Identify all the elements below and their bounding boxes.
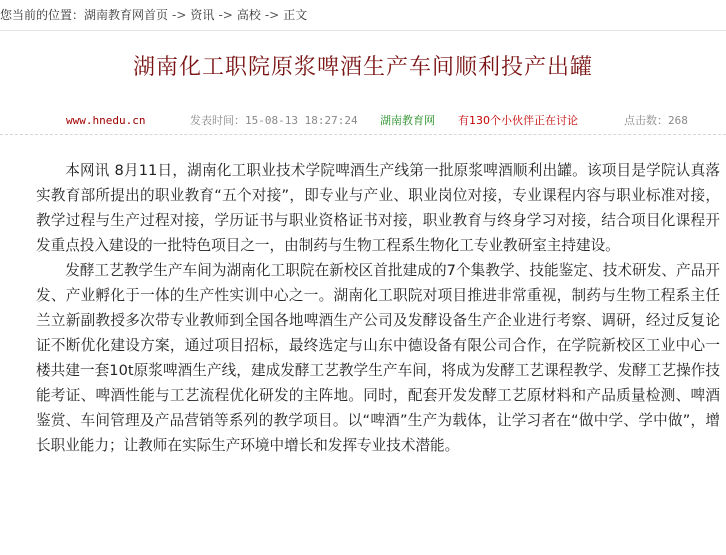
click-count — [624, 108, 688, 134]
publish-value: 15-08-13 18:27:24 — [245, 114, 358, 127]
publish-label: 发表时间： — [190, 114, 245, 127]
clicks-value: 268 — [668, 114, 688, 127]
breadcrumb-prefix: 您当前的位置： — [0, 8, 85, 22]
discussion-link[interactable]: 有130个小伙伴正在讨论 — [458, 114, 578, 127]
breadcrumb-separator: -> — [218, 8, 233, 22]
publish-time — [190, 108, 358, 134]
page-title: 湖南化工职院原浆啤酒生产车间顺利投产出罐 — [132, 55, 593, 80]
source-link[interactable]: 湖南教育网 — [380, 114, 435, 127]
breadcrumb-current: 正文 — [283, 8, 308, 22]
site-url: www.hnedu.cn — [66, 114, 146, 127]
breadcrumb — [0, 0, 726, 31]
breadcrumb-home-link[interactable]: 湖南教育网首页 — [84, 8, 169, 22]
breadcrumb-university-link[interactable]: 高校 — [236, 8, 261, 22]
article-body — [36, 158, 720, 458]
breadcrumb-separator: -> — [264, 8, 280, 22]
clicks-label: 点击数： — [624, 114, 668, 127]
article-paragraph: 本网讯 8月11日，湖南化工职业技术学院啤酒生产线第一批原浆啤酒顺利出罐。该项目是学院认真落实教育部所提出的职业教育“五个对接”，即专业与产业、职业岗位对接，专业课程内容与职业标准对接，教学过程与生产过程对接，学历证书与职业资格证书对接，职业教育与终身学习对接，结合项目化课程开发重点投入建设的一批特色项目之一，由制药与生物工程系生物化工专业教研室主持建设。 — [36, 162, 720, 254]
article-paragraph: 发酵工艺教学生产车间为湖南化工职院在新校区首批建成的7个集教学、技能鉴定、技术研发、产品开发、产业孵化于一体的生产性实训中心之一。湖南化工职院对项目推进非常重视，制药与生物工程系主任兰立新副教授多次带专业教师到全国各地啤酒生产公司及发酵设备生产企业进行考察、调研，经过反复论证不断优化建设方案，通过项目招标，最终选定与山东中德设备有限公司合作，在学院新校区工业中心一楼共建一套10t原浆啤酒生产线，建成发酵工艺教学生产车间，将成为发酵工艺课程教学、发酵工艺操作技能考证、啤酒性能与工艺流程优化研发的主阵地。同时，配套开发发酵工艺原材料和产品质量检测、啤酒鉴赏、车间管理及产品营销等系列的教学项目。以“啤酒”生产为载体，让学习者在“做中学、学中做”，增长职业能力；让教师在实际生产环境中增长和发挥专业技术潜能。 — [36, 262, 720, 454]
article-meta — [0, 108, 726, 135]
breadcrumb-separator: -> — [172, 8, 187, 22]
breadcrumb-news-link[interactable]: 资讯 — [190, 8, 215, 22]
